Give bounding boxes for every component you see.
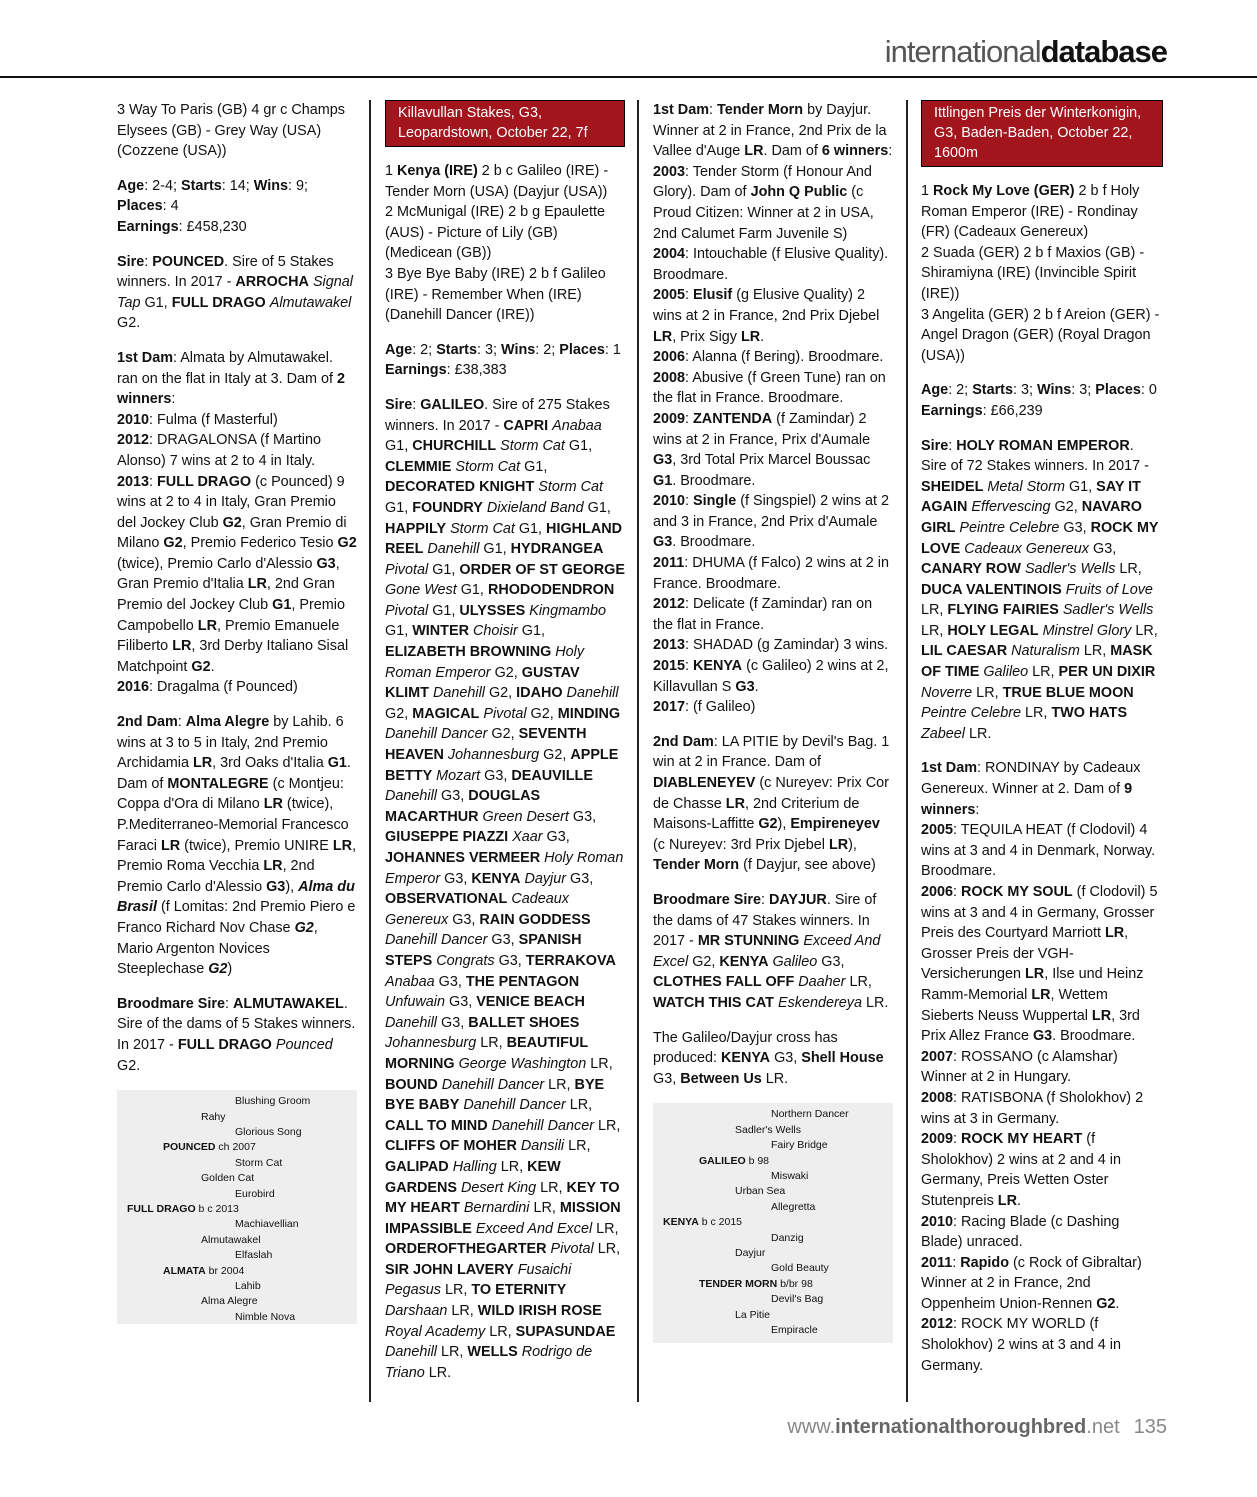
pedigree-entry: Danzig <box>771 1231 804 1244</box>
pedigree-entry: Rahy <box>201 1110 226 1123</box>
pedigree-entry: Urban Sea <box>735 1185 786 1198</box>
page-number: 135 <box>1133 1416 1167 1438</box>
pedigree-entry: Empiracle <box>771 1324 818 1336</box>
pedigree-entry: Miswaki <box>771 1169 809 1182</box>
column-3-text: 1st Dam: Tender Morn by Dayjur. Winner at 2 in France, 2nd Prix de la Vallee d'Auge LR. Dam of 6 winners: 2003: Tender Storm (f Honour And Glory). Dam of John Q Public (c Proud Citizen: Winner at 2 in USA, 2nd Calumet Farm Juvenile S) 2004: Intouchable (f Elusive Quality). Broodmare. 2005: Elusif (g Elusive Quality) 2 wins at 2 in France, 2nd Prix Djebel LR, Prix Sigy LR. 2006: Alanna (f Bering). Broodmare. 2008: Abusive (f Green Tune) ran on the flat in France. Broodmare. 2009: ZANTENDA (f Zamindar) 2 wins at 2 in France, Prix d'Aumale G3, 3rd Total Prix Marcel Boussac G1. Broodmare. 2010: Single (f Singspiel) 2 wins at 2 and 3 in France, 2nd Prix d'Aumale G3. Broodmare. 2011: DHUMA (f Falco) 2 wins at 2 in France. Broodmare. 2012: Delicate (f Zamindar) ran on the flat in France. 2013: SHADAD (g Zamindar) 3 wins. 2015: KENYA (c Galileo) 2 wins at 2, Killavullan S G3. 2017: (f Galileo) 2nd Dam: LA PITIE by Devil's Bag. 1 win at 2 in France. Dam of DIABLENEYEV (c Nureyev: Prix Cor de Chasse LR, 2nd Criterium de Maisons-Laffitte G2), Empireneyev (c Nureyev: 3rd Prix Djebel LR), Tender Morn (f Dayjur, see above) Broodmare Sire: DAYJUR. Sire of the dams of 47 Stakes winners. In 2017 - MR STUNNING Exceed And Excel G2, KENYA Galileo G3, CLOTHES FALL OFF Daaher LR, WATCH THIS CAT Eskendereya LR. The Galileo/Dayjur cross has produced: KENYA G3, Shell House G3, Between Us LR. <box>653 102 893 1087</box>
footer-url-prefix: www. <box>787 1416 836 1438</box>
pedigree-entry: Elfaslah <box>235 1249 273 1262</box>
pedigree-entry: Alma Alegre <box>201 1295 258 1308</box>
pedigree-entry: Eurobird <box>235 1187 275 1200</box>
pedigree-entry: Devil's Bag <box>771 1293 824 1306</box>
pedigree-entry: Nimble Nova <box>235 1310 296 1323</box>
column-divider <box>369 100 371 1402</box>
pedigree-entry: Dayjur <box>735 1246 766 1259</box>
pedigree-chart-kenya <box>653 1103 893 1343</box>
race-title-winterkonigin: Ittlingen Preis der Winterkonigin, G3, Baden-Baden, October 22, 1600m <box>921 100 1163 167</box>
footer-url-suffix: .net <box>1086 1416 1120 1438</box>
column-4 <box>921 100 1163 1390</box>
column-3 <box>653 100 893 1343</box>
pedigree-entry: Storm Cat <box>235 1156 283 1169</box>
pedigree-entry: Lahib <box>235 1280 261 1292</box>
pedigree-entry: Blushing Groom <box>235 1095 311 1108</box>
pedigree-entry: FULL DRAGO b c 2013 <box>127 1202 239 1215</box>
footer-url-domain: internationalthoroughbred <box>835 1416 1087 1438</box>
pedigree-entry: Northern Dancer <box>771 1108 849 1121</box>
column-1 <box>117 100 357 1324</box>
column-2 <box>385 100 625 1397</box>
page-footer <box>787 1416 1167 1439</box>
pedigree-chart-full-drago <box>117 1090 357 1324</box>
pedigree-entry: La Pitie <box>735 1308 771 1321</box>
column-4-text: 1 Rock My Love (GER) 2 b f Holy Roman Emperor (IRE) - Rondinay (FR) (Cadeaux Genereux) 2 Suada (GER) 2 b f Maxios (GB) - Shiramiyna (IRE) (Invincible Spirit (IRE)) 3 Angelita (GER) 2 b f Areion (GER) - Angel Dragon (GER) (Royal Dragon (USA)) Age: 2; Starts: 3; Wins: 3; Places: 0 Earnings: £66,239 Sire: HOLY ROMAN EMPEROR. Sire of 72 Stakes winners. In 2017 - SHEIDEL Metal Storm G1, SAY IT AGAIN Effervescing G2, NAVARO GIRL Peintre Celebre G3, ROCK MY LOVE Cadeaux Genereux G3, CANARY ROW Sadler's Wells LR, DUCA VALENTINOIS Fruits of Love LR, FLYING FAIRIES Sadler's Wells LR, HOLY LEGAL Minstrel Glory LR, LIL CAESAR Naturalism LR, MASK OF TIME Galileo LR, PER UN DIXIR Noverre LR, TRUE BLUE MOON Peintre Celebre LR, TWO HATS Zabeel LR. 1st Dam: RONDINAY by Cadeaux Genereux. Winner at 2. Dam of 9 winners: 2005: TEQUILA HEAT (f Clodovil) 4 wins at 3 and 4 in Denmark, Norway. Broodmare. 2006: ROCK MY SOUL (f Clodovil) 5 wins at 3 and 4 in Germany, Grosser Preis des Courtyard Marriott LR, Grosser Preis der VGH-Versicherungen LR, Ilse und Heinz Ramm-Memorial LR, Wettem Sieberts Neuss Wuppertal LR, 3rd Prix Allez France G3. Broodmare. 2007: ROSSANO (c Alamshar) Winner at 2 in Hungary. 2008: RATISBONA (f Sholokhov) 2 wins at 3 in Germany. 2009: ROCK MY HEART (f Sholokhov) 2 wins at 2 and 4 in Germany, Preis Wetten Oster Stutenpreis LR. 2010: Racing Blade (c Dashing Blade) unraced. 2011: Rapido (c Rock of Gibraltar) Winner at 2 in France, 2nd Oppenheim Union-Rennen G2. 2012: ROCK MY WORLD (f Sholokhov) 2 wins at 3 and 4 in Germany. <box>921 183 1160 1374</box>
pedigree-entry: Machiavellian <box>235 1218 299 1231</box>
pedigree-entry: Almutawakel <box>201 1233 261 1246</box>
column-2-text: 1 Kenya (IRE) 2 b c Galileo (IRE) - Tender Morn (USA) (Dayjur (USA)) 2 McMunigal (IRE) 2 b g Epaulette (AUS) - Picture of Lily (GB) (Medicean (GB)) 3 Bye Bye Baby (IRE) 2 b f Galileo (IRE) - Remember When (IRE) (Danehill Dancer (IRE)) Age: 2; Starts: 3; Wins: 2; Places: 1 Earnings: £38,383 Sire: GALILEO. Sire of 275 Stakes winners. In 2017 - CAPRI Anabaa G1, CHURCHILL Storm Cat G1, CLEMMIE Storm Cat G1, DECORATED KNIGHT Storm Cat G1, FOUNDRY Dixieland Band G1, HAPPILY Storm Cat G1, HIGHLAND REEL Danehill G1, HYDRANGEA Pivotal G1, ORDER OF ST GEORGE Gone West G1, RHODODENDRON Pivotal G1, ULYSSES Kingmambo G1, WINTER Choisir G1, ELIZABETH BROWNING Holy Roman Emperor G2, GUSTAV KLIMT Danehill G2, IDAHO Danehill G2, MAGICAL Pivotal G2, MINDING Danehill Dancer G2, SEVENTH HEAVEN Johannesburg G2, APPLE BETTY Mozart G3, DEAUVILLE Danehill G3, DOUGLAS MACARTHUR Green Desert G3, GIUSEPPE PIAZZI Xaar G3, JOHANNES VERMEER Holy Roman Emperor G3, KENYA Dayjur G3, OBSERVATIONAL Cadeaux Genereux G3, RAIN GODDESS Danehill Dancer G3, SPANISH STEPS Congrats G3, TERRAKOVA Anabaa G3, THE PENTAGON Unfuwain G3, VENICE BEACH Danehill G3, BALLET SHOES Johannesburg LR, BEAUTIFUL MORNING George Washington LR, BOUND Danehill Dancer LR, BYE BYE BABY Danehill Dancer LR, CALL TO MIND Danehill Dancer LR, CLIFFS OF MOHER Dansili LR, GALIPAD Halling LR, KEW GARDENS Desert King LR, KEY TO MY HEART Bernardini LR, MISSION IMPASSIBLE Exceed And Excel LR, ORDEROFTHEGARTER Pivotal LR, SIR JOHN LAVERY Fusaichi Pegasus LR, TO ETERNITY Darshaan LR, WILD IRISH ROSE Royal Academy LR, SUPASUNDAE Danehill LR, WELLS Rodrigo de Triano LR. <box>385 163 625 1381</box>
pedigree-entry: GALILEO b 98 <box>699 1154 770 1167</box>
pedigree-entry: TENDER MORN b/br 98 <box>699 1277 813 1290</box>
page-header <box>0 0 1257 78</box>
pedigree-entry: Allegretta <box>771 1200 816 1213</box>
pedigree-entry: Sadler's Wells <box>735 1123 801 1136</box>
pedigree-entry: KENYA b c 2015 <box>663 1216 742 1229</box>
section-title <box>885 34 1167 70</box>
section-title-light: international <box>884 34 1041 69</box>
pedigree-entry: Golden Cat <box>201 1172 255 1185</box>
column-divider <box>637 100 639 1402</box>
column-1-text: 3 Way To Paris (GB) 4 gr c Champs Elysees (GB) - Grey Way (USA) (Cozzene (USA)) Age: 2-4; Starts: 14; Wins: 9; Places: 4 Earnings: £458,230 Sire: POUNCED. Sire of 5 Stakes winners. In 2017 - ARROCHA Signal Tap G1, FULL DRAGO Almutawakel G2. 1st Dam: Almata by Almutawakel. ran on the flat in Italy at 3. Dam of 2 winners: 2010: Fulma (f Masterful) 2012: DRAGALONSA (f Martino Alonso) 7 wins at 2 to 4 in Italy. 2013: FULL DRAGO (c Pounced) 9 wins at 2 to 4 in Italy, Gran Premio del Jockey Club G2, Gran Premio di Milano G2, Premio Federico Tesio G2 (twice), Premio Carlo d'Alessio G3, Gran Premio d'Italia LR, 2nd Gran Premio del Jockey Club G1, Premio Campobello LR, Premio Emanuele Filiberto LR, 3rd Derby Italiano Sisal Matchpoint G2. 2016: Dragalma (f Pounced) 2nd Dam: Alma Alegre by Lahib. 6 wins at 3 to 5 in Italy, 2nd Premio Archidamia LR, 3rd Oaks d'Italia G1. Dam of MONTALEGRE (c Montjeu: Coppa d'Ora di Milano LR (twice), P.Mediterraneo-Memorial Francesco Faraci LR (twice), Premio UNIRE LR, Premio Roma Vecchia LR, 2nd Premio Carlo d'Alessio G3), Alma du Brasil (f Lomitas: 2nd Premio Piero e Franco Richard Nov Chase G2, Mario Argenton Novices Steeplechase G2) Broodmare Sire: ALMUTAWAKEL. Sire of the dams of 5 Stakes winners. In 2017 - FULL DRAGO Pounced G2. <box>117 102 357 1074</box>
pedigree-entry: Glorious Song <box>235 1125 302 1138</box>
race-title-killavullan: Killavullan Stakes, G3, Leopardstown, October 22, 7f <box>385 100 625 147</box>
pedigree-entry: ALMATA br 2004 <box>163 1264 245 1277</box>
pedigree-entry: Fairy Bridge <box>771 1139 828 1152</box>
pedigree-entry: POUNCED ch 2007 <box>163 1141 256 1154</box>
column-divider <box>906 100 908 1402</box>
pedigree-entry: Gold Beauty <box>771 1262 829 1275</box>
section-title-bold: database <box>1040 34 1167 69</box>
